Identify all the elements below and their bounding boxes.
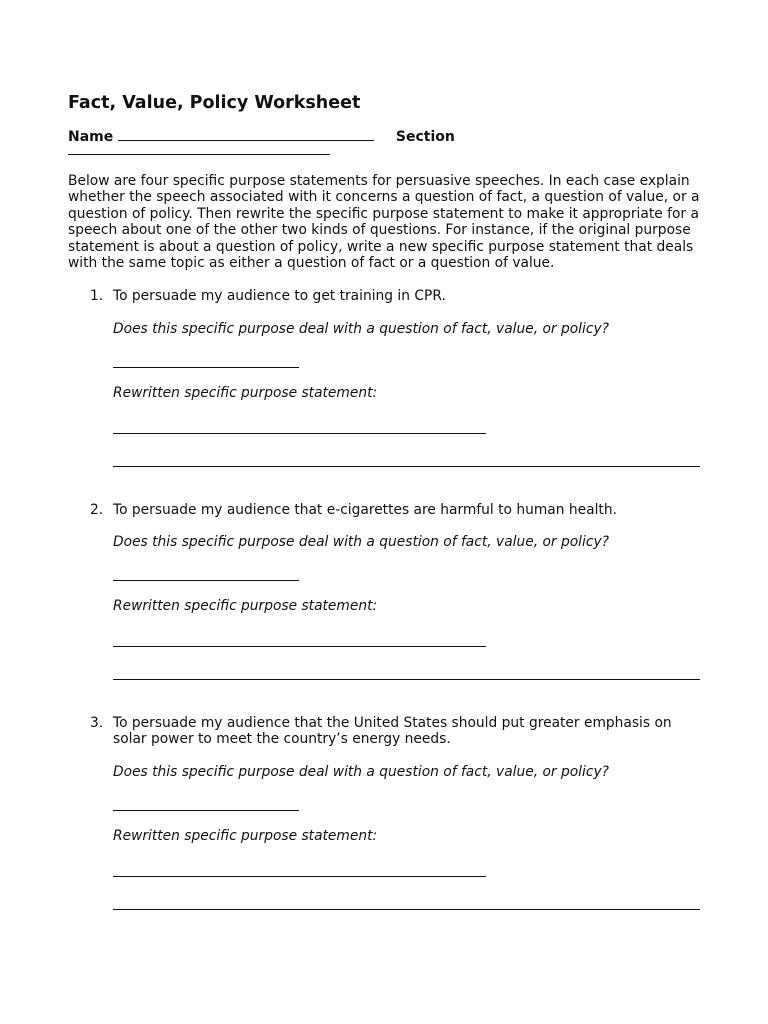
name-field[interactable]: [118, 140, 374, 141]
page-title: Fact, Value, Policy Worksheet: [68, 93, 361, 113]
question-prompt: Does this specific purpose deal with a question of fact, value, or policy?: [113, 534, 609, 551]
question-number: 3.: [90, 714, 104, 731]
rewrite-answer-line-2[interactable]: [113, 679, 700, 680]
rewrite-answer-line-1[interactable]: [113, 876, 486, 877]
rewrite-label: Rewritten specific purpose statement:: [113, 385, 378, 402]
rewrite-answer-line-1[interactable]: [113, 433, 486, 434]
question-prompt: Does this specific purpose deal with a question of fact, value, or policy?: [113, 320, 609, 337]
rewrite-label: Rewritten specific purpose statement:: [113, 828, 378, 845]
question-number: 1.: [90, 288, 104, 305]
instructions-paragraph: Below are four specific purpose statements for persuasive speeches. In each case explain whether the speech associated with it concerns a question of fact, a question of value, or a question of policy. Then rewrite the specific purpose statement to make it appropriate for a speech about one of the other two kinds of questions. For instance, if the original purpose statement is about a question of policy, write a new specific purpose statement that deals with the same topic as either a question of fact or a question of value.: [68, 173, 700, 272]
question-type-answer-line[interactable]: [113, 810, 299, 811]
rewrite-answer-line-2[interactable]: [113, 466, 700, 467]
section-label: Section: [395, 129, 455, 145]
question-text: To persuade my audience that e-cigarettes are harmful to human health.: [113, 501, 617, 518]
rewrite-label: Rewritten specific purpose statement:: [113, 598, 378, 615]
name-label: Name: [68, 129, 114, 145]
question-item: [68, 715, 708, 910]
question-type-answer-line[interactable]: [113, 367, 299, 368]
question-item: [68, 502, 708, 680]
rewrite-answer-line-1[interactable]: [113, 646, 486, 647]
section-field[interactable]: [68, 154, 330, 155]
question-prompt: Does this specific purpose deal with a question of fact, value, or policy?: [113, 763, 609, 780]
question-text: To persuade my audience that the United States should put greater emphasis on solar power to meet the country’s energy needs.: [113, 714, 672, 748]
rewrite-answer-line-2[interactable]: [113, 909, 700, 910]
question-type-answer-line[interactable]: [113, 580, 299, 581]
question-text: To persuade my audience to get training in CPR.: [113, 288, 446, 305]
question-item: [68, 288, 708, 466]
name-section-row: [68, 129, 708, 145]
question-number: 2.: [90, 501, 104, 518]
worksheet-page: [68, 92, 708, 910]
